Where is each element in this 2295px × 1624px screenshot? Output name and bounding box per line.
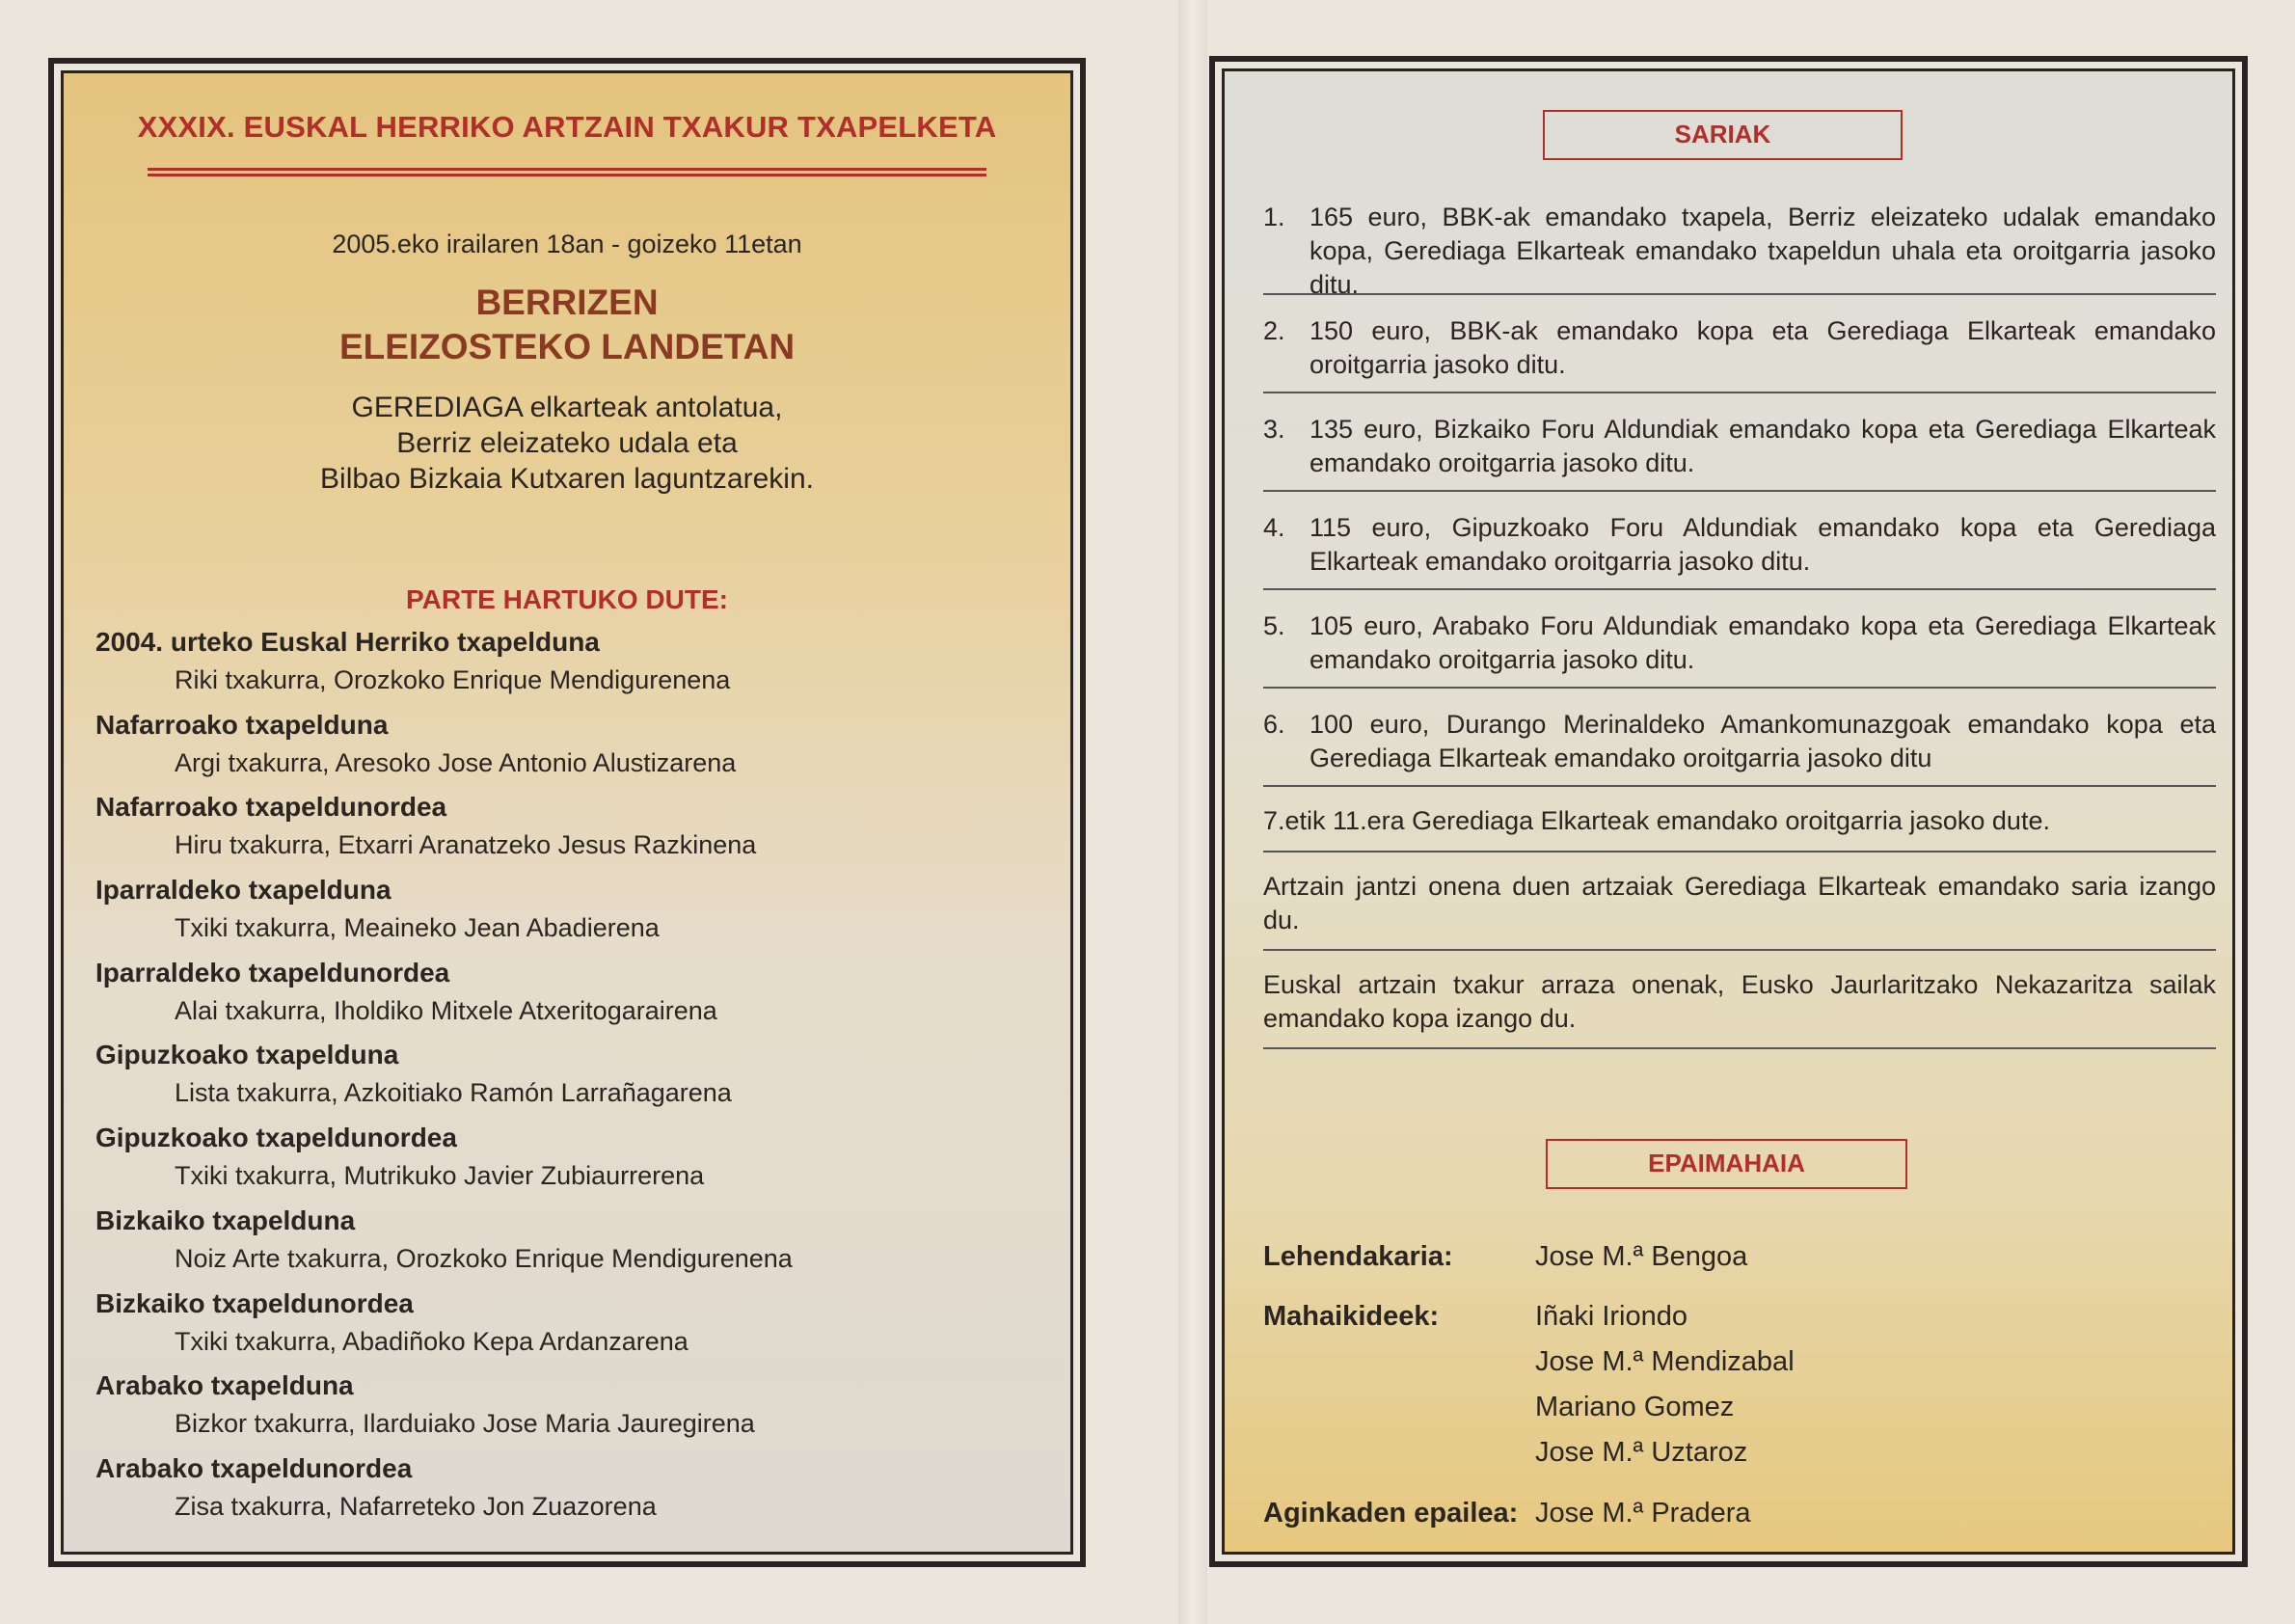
referee-label: Aginkaden epailea:	[1263, 1498, 1519, 1529]
prize-number: 5.	[1263, 611, 1285, 640]
participants-heading: PARTE HARTUKO DUTE:	[406, 584, 728, 614]
participant-dog: Txiki txakurra, Meaineko Jean Abadierena	[175, 913, 660, 943]
prize-item	[1263, 787, 2216, 853]
participant-title: Iparraldeko txapeldunordea	[95, 957, 450, 988]
participant-entry	[95, 623, 1060, 706]
prize-text: 105 euro, Arabako Foru Aldundiak emandako kopa eta Gerediaga Elkarteak emandako oroitgarria jasoko ditu.	[1310, 611, 2216, 674]
prizes-heading: SARIAK	[1543, 110, 1903, 160]
organizer-line: Berriz eleizateko udala eta	[396, 427, 738, 459]
jury-referee-row	[1263, 1495, 2131, 1531]
prize-item	[1263, 197, 2216, 299]
member-name: Jose M.ª Uztaroz	[1535, 1437, 1748, 1468]
participant-entry	[95, 1449, 1060, 1532]
participant-title: 2004. urteko Euskal Herriko txapelduna	[95, 627, 600, 657]
president-name: Jose M.ª Bengoa	[1535, 1241, 1748, 1272]
participant-entry	[95, 1202, 1060, 1285]
participant-entry	[95, 954, 1060, 1037]
organizer	[64, 390, 1070, 497]
participant-entry	[95, 1285, 1060, 1367]
participant-title: Arabako txapelduna	[95, 1370, 354, 1401]
participant-title: Nafarroako txapelduna	[95, 709, 389, 740]
participant-title: Arabako txapeldunordea	[95, 1452, 413, 1483]
participant-dog: Noiz Arte txakurra, Orozkoko Enrique Mendigurenena	[175, 1243, 793, 1273]
prize-number: 4.	[1263, 513, 1285, 542]
venue-line: ELEIZOSTEKO LANDETAN	[338, 327, 796, 366]
members-names	[1535, 1298, 1795, 1479]
participant-dog: Zisa txakurra, Nafarreteko Jon Zuazorena	[175, 1491, 657, 1521]
title-rule-bottom	[148, 174, 986, 176]
member-name: Iñaki Iriondo	[1535, 1301, 1688, 1332]
member-name: Mariano Gomez	[1535, 1392, 1735, 1422]
prize-text: 100 euro, Durango Merinaldeko Amankomunazgoak emandako kopa eta Gerediaga Elkarteak emandako oroitgarria jasoko ditu	[1310, 710, 2216, 772]
participant-entry	[95, 871, 1060, 954]
prize-item	[1263, 853, 2216, 951]
venue	[64, 281, 1070, 369]
prize-text: Artzain jantzi onena duen artzaiak Gerediaga Elkarteak emandako saria izango du.	[1263, 872, 2216, 934]
participant-entry	[95, 788, 1060, 871]
jury-list	[1263, 1238, 2131, 1531]
prize-text: 150 euro, BBK-ak emandako kopa eta Gerediaga Elkarteak emandako oroitgarria jasoko ditu.	[1310, 316, 2216, 379]
main-title: XXXIX. EUSKAL HERRIKO ARTZAIN TXAKUR TXAPELKETA	[137, 110, 997, 144]
prize-item	[1263, 295, 2216, 393]
prizes-panel	[1209, 56, 2248, 1567]
jury-president-row	[1263, 1238, 2131, 1275]
participant-title: Iparraldeko txapelduna	[95, 875, 392, 906]
prize-text: 135 euro, Bizkaiko Foru Aldundiak emandako kopa eta Gerediaga Elkarteak emandako oroitgarria jasoko ditu.	[1310, 415, 2216, 477]
president-label: Lehendakaria:	[1263, 1241, 1453, 1272]
prize-text: Euskal artzain txakur arraza onenak, Eusko Jaurlaritzako Nekazaritza sailak emandako kopa izango du.	[1263, 970, 2216, 1033]
prize-item	[1263, 590, 2216, 689]
participant-dog: Riki txakurra, Orozkoko Enrique Mendigurenena	[175, 665, 731, 694]
prize-number: 2.	[1263, 316, 1285, 345]
participant-dog: Bizkor txakurra, Ilarduiako Jose Maria Jauregirena	[175, 1409, 755, 1439]
venue-line: BERRIZEN	[475, 283, 659, 322]
prize-item	[1263, 951, 2216, 1049]
page-fold	[1178, 0, 1207, 1624]
prize-text: 7.etik 11.era Gerediaga Elkarteak emandako oroitgarria jasoko dute.	[1263, 806, 2050, 835]
participant-dog: Argi txakurra, Aresoko Jose Antonio Alustizarena	[175, 747, 737, 777]
prize-item	[1263, 492, 2216, 590]
participant-dog: Txiki txakurra, Abadiñoko Kepa Ardanzarena	[175, 1326, 688, 1356]
participant-title: Gipuzkoako txapelduna	[95, 1040, 399, 1070]
participant-dog: Hiru txakurra, Etxarri Aranatzeko Jesus Razkinena	[175, 830, 757, 860]
participant-entry	[95, 1119, 1060, 1202]
prize-text: 165 euro, BBK-ak emandako txapela, Berriz eleizateko udalak emandako kopa, Gerediaga Elkarteak emandako txapeldun uhala eta oroitgarria jasoko ditu.	[1310, 203, 2216, 299]
referee-name: Jose M.ª Pradera	[1535, 1498, 1751, 1529]
prize-text: 115 euro, Gipuzkoako Foru Aldundiak emandako kopa eta Gerediaga Elkarteak emandako oroitgarria jasoko ditu.	[1310, 513, 2216, 576]
organizer-line: GEREDIAGA elkarteak antolatua,	[351, 392, 783, 423]
members-label: Mahaikideek:	[1263, 1301, 1440, 1332]
prize-number: 1.	[1263, 203, 1285, 231]
prize-number: 6.	[1263, 710, 1285, 739]
participant-title: Bizkaiko txapeldunordea	[95, 1287, 414, 1318]
participant-entry	[95, 1036, 1060, 1119]
prize-item	[1263, 689, 2216, 787]
participant-title: Nafarroako txapeldunordea	[95, 792, 447, 823]
organizer-line: Bilbao Bizkaia Kutxaren laguntzarekin.	[320, 463, 814, 495]
participant-entry	[95, 706, 1060, 789]
jury-members-row	[1263, 1298, 2131, 1479]
jury-heading: EPAIMAHAIA	[1546, 1139, 1907, 1189]
participant-title: Gipuzkoako txapeldunordea	[95, 1123, 457, 1153]
participant-dog: Txiki txakurra, Mutrikuko Javier Zubiaurrerena	[175, 1161, 705, 1191]
program-panel	[48, 58, 1086, 1567]
participants-list	[95, 623, 1060, 1532]
participant-dog: Alai txakurra, Iholdiko Mitxele Atxeritogarairena	[175, 995, 717, 1025]
prize-item	[1263, 393, 2216, 492]
date-line: 2005.eko irailaren 18an - goizeko 11etan	[332, 230, 802, 258]
prizes-list	[1263, 197, 2216, 1049]
participant-dog: Lista txakurra, Azkoitiako Ramón Larrañagarena	[175, 1078, 732, 1108]
title-rule-top	[148, 168, 986, 171]
member-name: Jose M.ª Mendizabal	[1535, 1346, 1795, 1377]
prize-number: 3.	[1263, 415, 1285, 444]
participant-title: Bizkaiko txapelduna	[95, 1204, 356, 1235]
participant-entry	[95, 1367, 1060, 1449]
